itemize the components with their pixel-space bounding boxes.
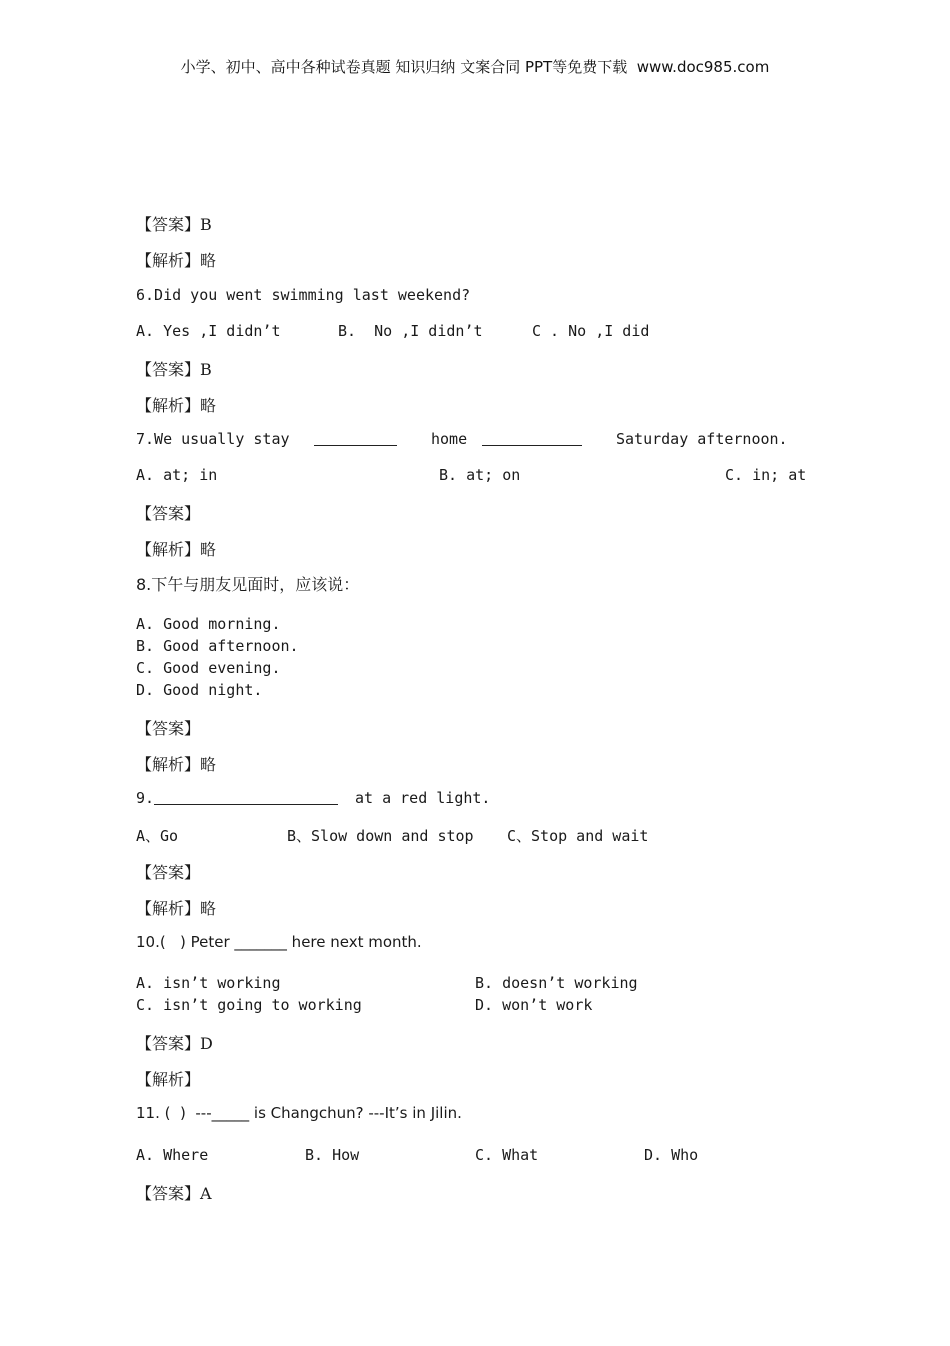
question-9-rest: at a red light. xyxy=(355,789,491,807)
q8-analysis: 【解析】略 xyxy=(136,755,217,774)
answer-line: 【答案】B xyxy=(136,215,212,234)
question-11: 11. ( ) ---_____ is Changchun? ---It’s in Jilin. xyxy=(136,1104,462,1122)
q11-answer: 【答案】A xyxy=(136,1184,212,1203)
page-header: 小学、初中、高中各种试卷真题 知识归纳 文案合同 PPT等免费下载 www.doc985.com xyxy=(180,58,770,76)
q11-option-d: D. Who xyxy=(644,1146,699,1164)
q6-answer: 【答案】B xyxy=(136,360,212,379)
q7-option-a: A. at; in xyxy=(136,466,218,484)
q7-answer: 【答案】 xyxy=(136,504,201,523)
q10-option-d: D. won’t work xyxy=(475,996,593,1014)
question-6: 6.Did you went swimming last weekend? xyxy=(136,286,471,304)
q8-option-c: C. Good evening. xyxy=(136,659,281,677)
q9-answer: 【答案】 xyxy=(136,863,201,882)
analysis-line: 【解析】略 xyxy=(136,251,217,270)
q6-option-c: C . No ,I did xyxy=(532,322,650,340)
question-9-number: 9. xyxy=(136,789,155,807)
q6-option-a: A. Yes ,I didn’t xyxy=(136,322,281,340)
q9-option-a: A、Go xyxy=(136,827,179,845)
q10-answer: 【答案】D xyxy=(136,1034,213,1053)
question-7-part3: Saturday afternoon. xyxy=(616,430,788,448)
q9-analysis: 【解析】略 xyxy=(136,899,217,918)
q11-option-c: C. What xyxy=(475,1146,539,1164)
question-8: 8.下午与朋友见面时，应该说： xyxy=(136,575,360,594)
question-10: 10.( ) Peter _______ here next month. xyxy=(136,933,422,951)
question-7-part1: 7.We usually stay xyxy=(136,430,290,448)
q11-option-b: B. How xyxy=(305,1146,360,1164)
q11-option-a: A. Where xyxy=(136,1146,209,1164)
q7-blank-2 xyxy=(482,445,582,446)
q8-answer: 【答案】 xyxy=(136,719,201,738)
q10-analysis: 【解析】 xyxy=(136,1070,201,1089)
q8-option-d: D. Good night. xyxy=(136,681,263,699)
q6-option-b: B. No ,I didn’t xyxy=(338,322,483,340)
q8-option-b: B. Good afternoon. xyxy=(136,637,299,655)
q8-option-a: A. Good morning. xyxy=(136,615,281,633)
q10-option-b: B. doesn’t working xyxy=(475,974,638,992)
q7-analysis: 【解析】略 xyxy=(136,540,217,559)
q9-option-c: C、Stop and wait xyxy=(507,827,649,845)
q10-option-a: A. isn’t working xyxy=(136,974,281,992)
q7-blank-1 xyxy=(314,445,397,446)
q9-option-b: B、Slow down and stop xyxy=(287,827,474,845)
q7-option-c: C. in; at xyxy=(725,466,807,484)
q6-analysis: 【解析】略 xyxy=(136,396,217,415)
q10-option-c: C. isn’t going to working xyxy=(136,996,362,1014)
q7-option-b: B. at; on xyxy=(439,466,521,484)
q9-blank xyxy=(154,804,338,805)
question-7-part2: home xyxy=(431,430,468,448)
